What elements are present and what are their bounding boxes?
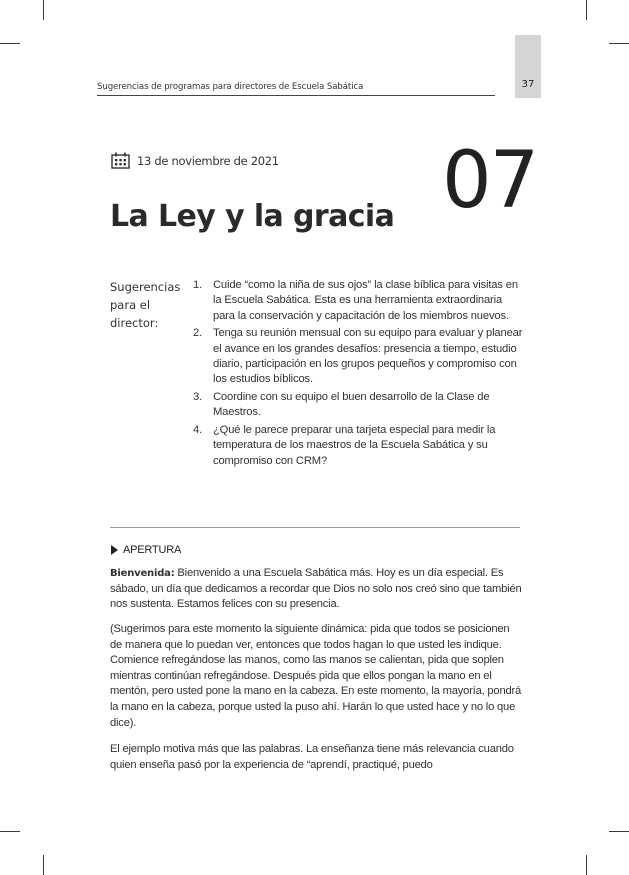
welcome-paragraph (110, 566, 524, 613)
section-heading-label: APERTURA (123, 544, 182, 556)
lesson-date-row (111, 152, 279, 169)
lesson-title: La Ley y la gracia (110, 199, 395, 234)
list-item-number: 4. (193, 424, 203, 437)
list-item-number: 3. (193, 391, 203, 404)
lesson-date: 13 de noviembre de 2021 (137, 153, 279, 168)
list-item (193, 326, 523, 387)
calendar-icon (111, 152, 130, 169)
list-item-text: Tenga su reunión mensual con su equipo para evaluar y planear el avance en los grandes desafíos: presencia a tiempo, estudio diario, participación en los grupos pequeños y compromiso con los estudios bíblicos. (213, 327, 523, 386)
crop-mark (586, 855, 587, 875)
crop-mark (43, 0, 44, 20)
crop-mark (609, 43, 629, 44)
list-item-text: ¿Qué le parece preparar una tarjeta especial para medir la temperatura de los maestros de la Escuela Sabática y su compromiso con CRM? (213, 424, 496, 467)
list-item-number: 1. (193, 279, 203, 291)
list-item (193, 278, 523, 324)
list-item (193, 390, 523, 421)
list-item-text: Coordine con su equipo el buen desarrollo de la Clase de Maestros. (213, 391, 490, 419)
play-arrow-icon (111, 545, 118, 555)
running-header: Sugerencias de programas para directores de Escuela Sabática (97, 82, 495, 96)
crop-mark (0, 831, 20, 832)
crop-mark (586, 0, 587, 20)
list-item-number: 2. (193, 327, 203, 340)
crop-mark (609, 831, 629, 832)
page-number: 37 (521, 79, 535, 90)
list-item-text: Cuide “como la niña de sus ojos” la clase bíblica para visitas en la Escuela Sabática. Esta es una herramienta extraordinaria para la conservación y capacitación de los miembros nuevos. (213, 279, 518, 322)
list-item (193, 423, 523, 469)
lesson-number: 07 (442, 136, 538, 226)
crop-mark (0, 43, 20, 44)
welcome-text: Bienvenido a una Escuela Sabática más. Hoy es un día especial. Es sábado, un día que dedicamos a recordar que Dios no solo nos creó sino que también nos sustenta. Estamos felices con su presencia. (110, 567, 522, 611)
suggestions-label: Sugerencias para el director: (110, 280, 181, 330)
welcome-lead: Bienvenida: (110, 568, 175, 579)
section-heading-apertura (111, 544, 181, 556)
example-paragraph: El ejemplo motiva más que las palabras. La enseñanza tiene más relevancia cuando quien enseña pasó por la experiencia de “aprendí, practiqué, puedo (110, 743, 514, 771)
dynamic-paragraph: (Sugerimos para este momento la siguiente dinámica: pida que todos se posicionen de manera que lo puedan ver, entonces que todos hagan lo que usted les indique. Comience refregándose las manos, como las manos se calientan, pida que soplen mientras continúan refregándose. Después pida que ellos pongan la mano en el mentón, pero usted pone la mano en la cabeza. En este momento, la mayoría, pondrá la mano en la cabeza, porque usted la puso ahí. Harán lo que usted hace y no lo que dice). (110, 623, 522, 729)
section-divider (110, 527, 520, 528)
crop-mark (43, 855, 44, 875)
suggestions-list (193, 278, 523, 472)
